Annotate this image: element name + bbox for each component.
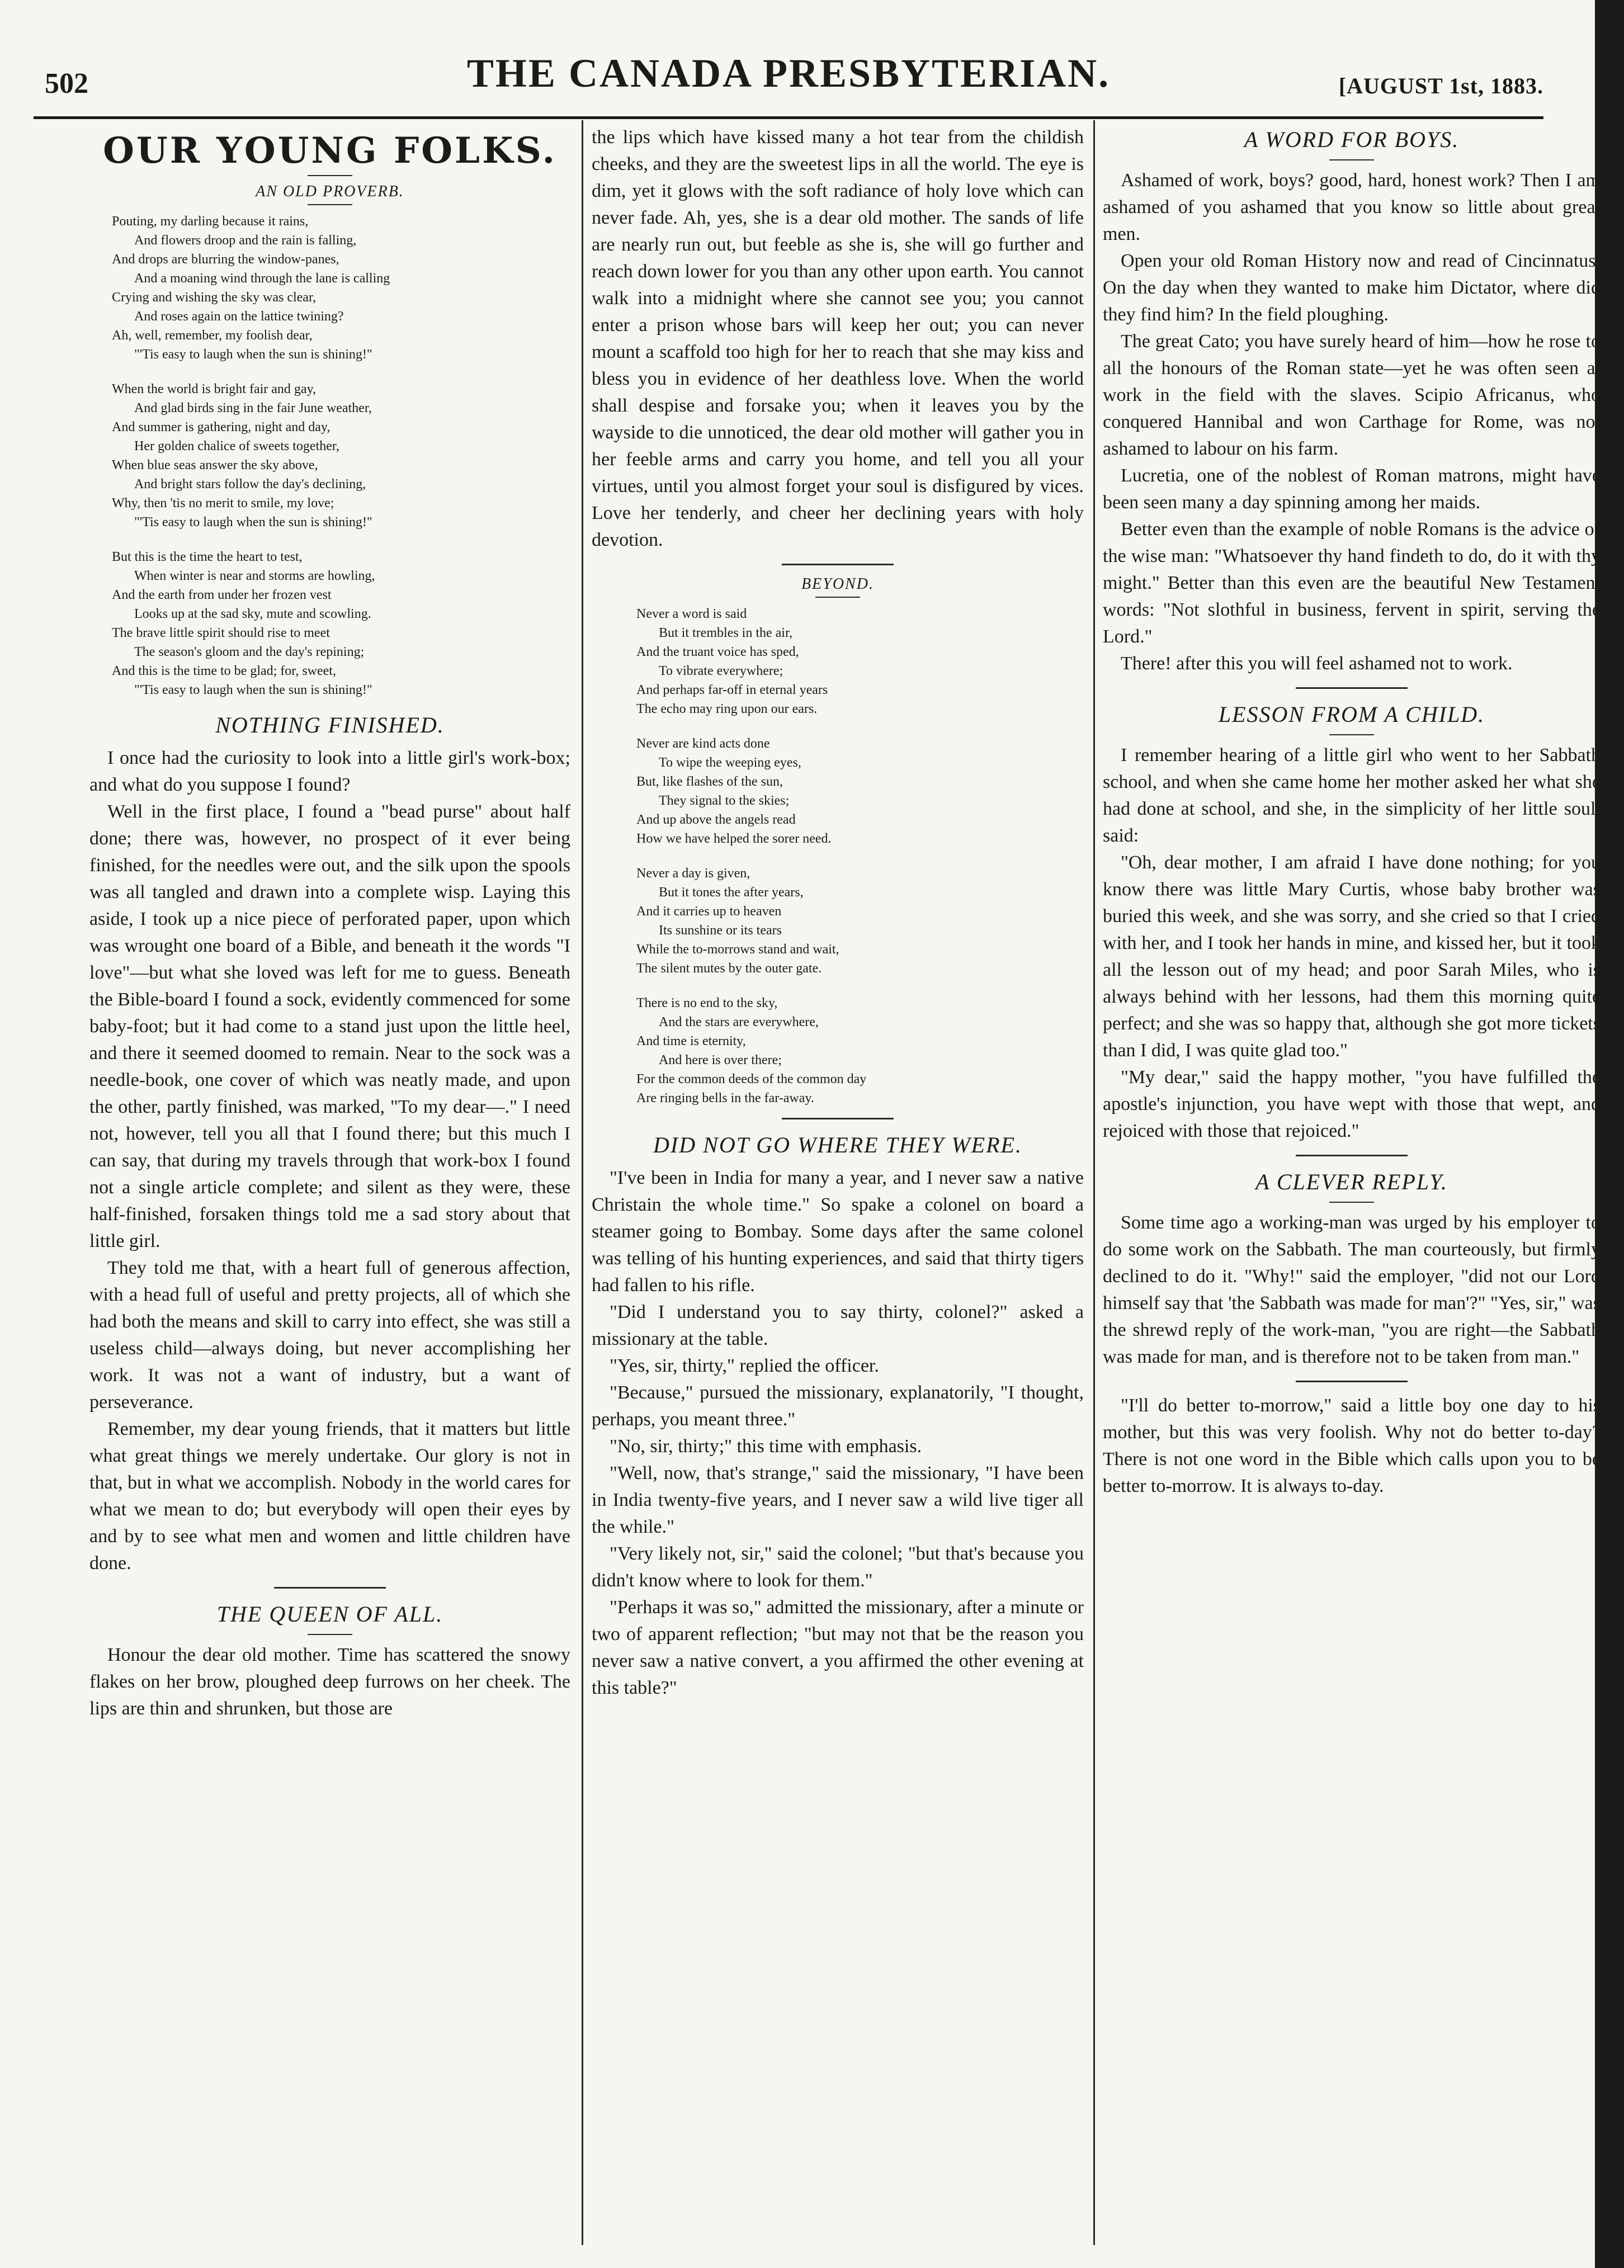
poem-line: How we have helped the sorer need.	[636, 831, 832, 846]
poem-line: And roses again on the lattice twining?	[134, 309, 344, 324]
divider	[274, 1587, 386, 1589]
poem-an-old-proverb	[112, 212, 570, 700]
poem-line: When the world is bright fair and gay,	[112, 382, 317, 396]
paragraph: Well in the first place, I found a "bead purse" about half done; there was, however, no prospect of it ever being finished, for the needles were out, and the silk upon the spools was all tangled and drawn into a complete wisp. Laying this aside, I took up a nice piece of perforated paper, upon which was wrought one board of a Bible, and beneath it the words "I love"—but what she loved was left for me to guess. Beneath the Bible-board I found a sock, evidently commenced for some baby-foot; but it had come to a stand just upon the little heel, and there it seemed doomed to remain. Near to the sock was a needle-book, one cover of which was neatly made, and upon the other, partly finished, was marked, "To my dear—." I need not, however, tell you all that I found there; but this much I can say, that during my travels through that work-box I found not a single article complete; and silent as they were, these half-finished, forsaken things told me a sad story about that little girl.	[89, 801, 570, 1251]
poem-line: And glad birds sing in the fair June weather,	[134, 401, 372, 415]
divider	[1296, 1381, 1408, 1382]
article-title: NOTHING FINISHED.	[215, 712, 445, 738]
poem-line: The brave little spirit should rise to meet	[112, 626, 330, 640]
poem-line: And the truant voice has sped,	[636, 645, 799, 659]
poem-line: And time is eternity,	[636, 1034, 746, 1048]
poem-line: But it tones the after years,	[659, 885, 804, 900]
poem-line: There is no end to the sky,	[636, 996, 778, 1010]
paragraph: "Yes, sir, thirty," replied the officer.	[610, 1355, 879, 1376]
poem-line: To wipe the weeping eyes,	[659, 755, 801, 770]
divider	[308, 204, 352, 205]
poem-line: Pouting, my darling because it rains,	[112, 214, 309, 229]
poem-title: AN OLD PROVERB.	[256, 183, 404, 200]
masthead: THE CANADA PRESBYTERIAN.	[466, 51, 1111, 96]
poem-line: And it carries up to heaven	[636, 904, 782, 919]
page-header	[28, 50, 1549, 117]
paragraph: "No, sir, thirty;" this time with emphasis.	[610, 1436, 922, 1457]
poem-line: Looks up at the sad sky, mute and scowling.	[134, 607, 371, 621]
paragraph: Remember, my dear young friends, that it matters but little what great things we merely undertake. Our glory is not in that, but in what we accomplish. Nobody in the world cares for what we mean to do; but everybody will open their eyes by and by to see what men and women and little children have done.	[89, 1419, 570, 1574]
poem-line: When winter is near and storms are howling,	[134, 569, 375, 583]
poem-line: For the common deeds of the common day	[636, 1072, 867, 1086]
article-title: DID NOT GO WHERE THEY WERE.	[653, 1132, 1022, 1157]
divider	[1296, 1155, 1408, 1156]
poem-line: The echo may ring upon our ears.	[636, 702, 818, 716]
header-rule	[34, 116, 1543, 119]
poem-line: Never are kind acts done	[636, 736, 770, 751]
poem-line: But it trembles in the air,	[659, 626, 792, 640]
divider	[308, 1634, 352, 1635]
paragraph: "My dear," said the happy mother, "you have fulfilled the apostle's injunction, you have wept with those that wept, and rejoiced with those that rejoiced."	[1103, 1067, 1601, 1141]
paragraph: "Well, now, that's strange," said the missionary, "I have been in India twenty-five years, and I never saw a wild live tiger all the while."	[592, 1463, 1084, 1537]
poem-line: Crying and wishing the sky was clear,	[112, 290, 316, 305]
paragraph: Open your old Roman History now and read of Cincinnatus. On the day when they wanted to make him Dictator, where did they find him? In the field ploughing.	[1103, 251, 1601, 325]
poem-line: They signal to the skies;	[659, 793, 790, 808]
divider	[1329, 734, 1374, 735]
paragraph: "Oh, dear mother, I am afraid I have done nothing; for you know there was little Mary Curtis, whose baby brother was buried this week, and she was sorry, and she cried so that I cried with her, and I took her hands in mine, and kissed her, but it took all the lesson out of my head; and poor Sarah Miles, who is always behind with her lessons, had them this morning quite perfect; and she was so happy that, although she got more tickets than I did, I was quite glad too."	[1103, 852, 1601, 1061]
paragraph: I once had the curiosity to look into a little girl's work-box; and what do you suppose I found?	[89, 748, 570, 795]
article-title: THE QUEEN OF ALL.	[216, 1601, 443, 1627]
divider	[1329, 159, 1374, 160]
article-title: LESSON FROM A CHILD.	[1218, 702, 1485, 727]
paragraph: "Very likely not, sir," said the colonel; "but that's because you didn't know where to look for them."	[592, 1543, 1084, 1591]
poem-line: And perhaps far-off in eternal years	[636, 683, 828, 697]
column-divider	[582, 120, 583, 2245]
column-divider	[1093, 120, 1095, 2245]
poem-line: And here is over there;	[659, 1053, 782, 1067]
paragraph: Lucretia, one of the noblest of Roman matrons, might have been seen many a day spinning among her maids.	[1103, 465, 1601, 513]
column-right	[1103, 124, 1601, 1500]
poem-line: Never a word is said	[636, 607, 747, 621]
article-title: A WORD FOR BOYS.	[1244, 127, 1460, 152]
poem-line: Ah, well, remember, my foolish dear,	[112, 328, 313, 343]
poem-line: Her golden chalice of sweets together,	[134, 439, 339, 453]
divider	[782, 1118, 894, 1119]
paragraph: "Did I understand you to say thirty, colonel?" asked a missionary at the table.	[592, 1302, 1084, 1349]
paragraph: Some time ago a working-man was urged by his employer to do some work on the Sabbath. The man courteously, but firmly declined to do it. "Why!" said the employer, "did not our Lord himself say that 'the Sabbath was made for man'?" "Yes, sir," was the shrewd reply of the work-man, "you are right—the Sabbath was made for man, and is therefore not to be taken from man."	[1103, 1212, 1601, 1367]
poem-line: "'Tis easy to laugh when the sun is shining!"	[134, 347, 372, 362]
poem-line: Its sunshine or its tears	[659, 923, 782, 938]
poem-line: When blue seas answer the sky above,	[112, 458, 318, 472]
poem-line: But, like flashes of the sun,	[636, 774, 783, 789]
column-middle	[592, 124, 1084, 1702]
paragraph: "I'll do better to-morrow," said a little boy one day to his mother, but this was very foolish. Why not do better to-day? There is not one word in the Bible which calls upon you to be better to-morrow. It is always to-day.	[1103, 1395, 1601, 1496]
section-title: OUR YOUNG FOLKS.	[103, 130, 557, 172]
poem-line: And up above the angels read	[636, 812, 796, 827]
poem-line: And bright stars follow the day's declining,	[134, 477, 366, 492]
poem-line: And summer is gathering, night and day,	[112, 420, 331, 434]
divider	[1296, 687, 1408, 689]
poem-line: Are ringing bells in the far-away.	[636, 1091, 814, 1105]
paragraph: "Perhaps it was so," admitted the missionary, after a minute or two of apparent reflection; "but may not that be the reason you never saw a native convert, a you affirmed the other evening at this table?"	[592, 1597, 1084, 1698]
poem-line: The silent mutes by the outer gate.	[636, 961, 822, 976]
paragraph: The great Cato; you have surely heard of him—how he rose to all the honours of the Roman state—yet he was often seen at work in the field with the slaves. Scipio Africanus, who conquered Hannibal and won Carthage for Rome, was not ashamed to labour on his farm.	[1103, 331, 1601, 459]
divider	[782, 564, 894, 565]
poem-line: But this is the time the heart to test,	[112, 550, 303, 564]
poem-line: And a moaning wind through the lane is calling	[134, 271, 390, 286]
poem-line: "'Tis easy to laugh when the sun is shining!"	[134, 683, 372, 697]
paragraph: "Because," pursued the missionary, explanatorily, "I thought, perhaps, you meant three."	[592, 1382, 1084, 1430]
poem-line: Why, then 'tis no merit to smile, my love;	[112, 496, 334, 511]
column-left	[89, 124, 570, 1722]
poem-line: And this is the time to be glad; for, sweet,	[112, 664, 336, 678]
poem-line: And drops are blurring the window-panes,	[112, 252, 339, 267]
poem-line: "'Tis easy to laugh when the sun is shining!"	[134, 515, 372, 530]
issue-date: [AUGUST 1st, 1883.	[1338, 73, 1543, 98]
paragraph: There! after this you will feel ashamed not to work.	[1121, 653, 1513, 674]
paragraph: "I've been in India for many a year, and I never saw a native Christain the whole time." So spake a colonel on board a steamer going to Bombay. Some days after the same colonel was telling of his hunting experiences, and said that thirty tigers had fallen to his rifle.	[592, 1168, 1084, 1296]
paragraph: the lips which have kissed many a hot tear from the childish cheeks, and they are the sweetest lips in all the world. The eye is dim, yet it glows with the soft radiance of holy love which can never fade. Ah, yes, she is a dear old mother. The sands of life are nearly run out, but feeble as she is, she will go further and reach down lower for you than any other upon earth. You cannot walk into a midnight where she cannot see you; you cannot enter a prison whose bars will keep her out; you can never mount a scaffold too high for her to reach that she may kiss and bless you in evidence of her deathless love. When the world shall despise and forsake you; when it leaves you by the wayside to die unnoticed, the dear old mother will gather you in her feeble arms and carry you home, and tell you all your virtues, until you almost forget your soul is disfigured by vices. Love her tenderly, and cheer her declining years with holy devotion.	[592, 127, 1084, 550]
poem-beyond	[636, 604, 1084, 1108]
page-number: 502	[45, 68, 88, 100]
paragraph: Honour the dear old mother. Time has scattered the snowy flakes on her brow, ploughed deep furrows on her cheek. The lips are thin and shrunken, but those are	[89, 1645, 570, 1719]
poem-line: To vibrate everywhere;	[659, 664, 783, 678]
poem-line: And the earth from under her frozen vest	[112, 588, 332, 602]
poem-line: And flowers droop and the rain is falling,	[134, 233, 357, 248]
divider	[308, 175, 352, 176]
poem-line: And the stars are everywhere,	[659, 1015, 819, 1029]
divider	[815, 597, 860, 598]
paragraph: I remember hearing of a little girl who went to her Sabbath school, and when she came home her mother asked her what she had done at school, and she, in the simplicity of her little soul, said:	[1103, 745, 1601, 846]
article-title: A CLEVER REPLY.	[1255, 1169, 1448, 1194]
paragraph: They told me that, with a heart full of generous affection, with a head full of useful and pretty projects, all of which she had both the means and skill to carry into effect, she was still a useless child—always doing, but never accomplishing her work. It was not a want of industry, but a want of perseverance.	[89, 1258, 570, 1412]
poem-line: Never a day is given,	[636, 866, 750, 881]
poem-title: BEYOND.	[801, 575, 874, 593]
paragraph: Ashamed of work, boys? good, hard, honest work? Then I am ashamed of you ashamed that you know so little about great men.	[1103, 170, 1601, 244]
paragraph: Better even than the example of noble Romans is the advice of the wise man: "Whatsoever thy hand findeth to do, do it with thy might." Better than this even are the beautiful New Testament words: "Not slothful in business, fervent in spirit, serving the Lord."	[1103, 519, 1601, 647]
poem-line: The season's gloom and the day's repining;	[134, 645, 365, 659]
poem-line: While the to-morrows stand and wait,	[636, 942, 839, 957]
divider	[1329, 1202, 1374, 1203]
